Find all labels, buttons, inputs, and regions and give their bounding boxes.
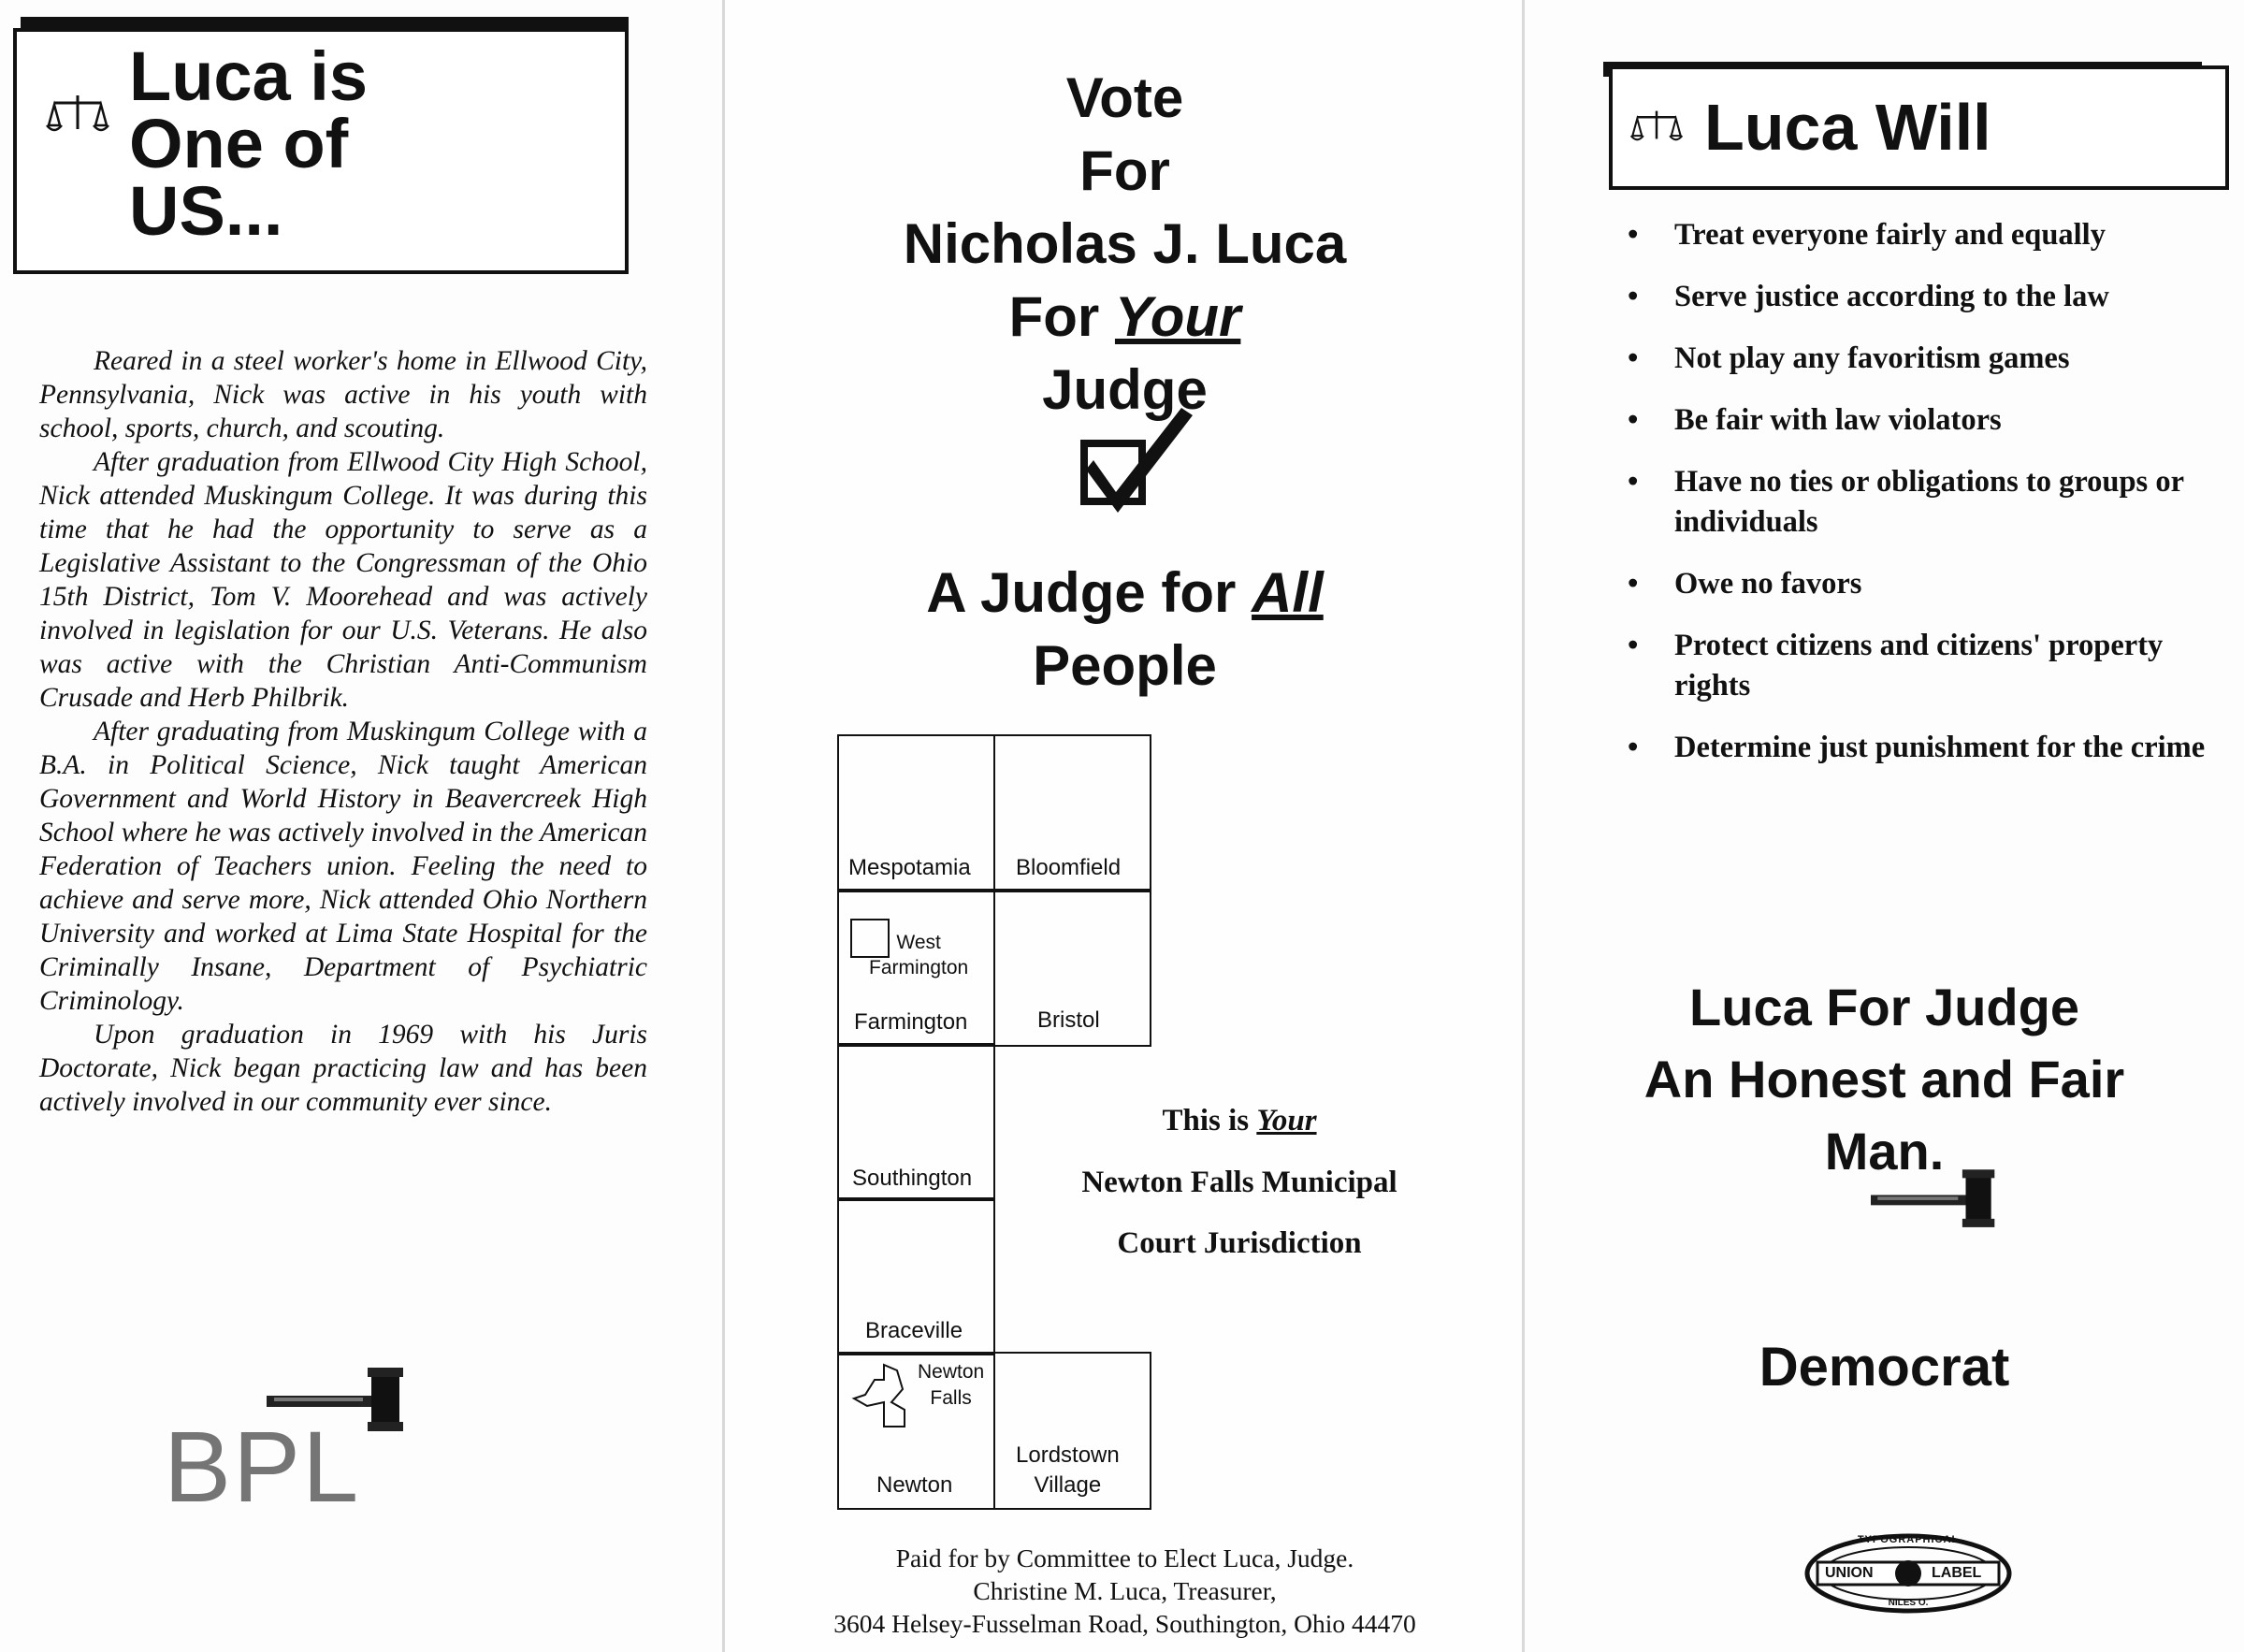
title-line: US... bbox=[129, 172, 283, 250]
section-title: Luca Will bbox=[1704, 91, 1991, 164]
headline-judge: Judge bbox=[1042, 358, 1208, 421]
jurisdiction-line-1 bbox=[1052, 1104, 1426, 1138]
middle-panel bbox=[725, 0, 1525, 1652]
for-emphasis: Your bbox=[1114, 285, 1241, 348]
bio-paragraph: Reared in a steel worker's home in Ellwood City, Pennsylvania, Nick was active in his youth with school, sports, church, and scouting. bbox=[39, 346, 647, 443]
map-cell-mespotamia bbox=[837, 734, 995, 892]
map-cell-southington bbox=[837, 1043, 995, 1201]
map-cell-newton bbox=[837, 1352, 995, 1510]
map-cell-farmington bbox=[837, 889, 995, 1047]
for-prefix: For bbox=[1008, 285, 1115, 348]
map-label: Bristol bbox=[1037, 1007, 1100, 1033]
list-item: • Not play any favoritism games bbox=[1609, 339, 2244, 379]
paid-for-disclaimer bbox=[725, 1542, 1525, 1640]
list-item: • Protect citizens and citizens' property rights bbox=[1609, 626, 2244, 706]
judge-all-line2: People bbox=[1033, 634, 1217, 697]
page-title bbox=[129, 37, 368, 250]
title-line: One of bbox=[129, 105, 349, 182]
bio-paragraph: After graduation from Ellwood City High School, Nick attended Muskingum College. It was during this time that he had the opportunity to serve as a Legislative Assistant to the Congressman of the Ohio 15th District, Tom V. Moorehead and was actively involved in legislation for our U.S. Veterans. He also was active with the Christian Anti-Communism Crusade and Herb Philbrik. bbox=[39, 447, 647, 713]
map-label: Newton Falls bbox=[918, 1361, 985, 1409]
headline-for-your bbox=[725, 281, 1525, 354]
disclaimer-line: Paid for by Committee to Elect Luca, Judge. bbox=[895, 1543, 1354, 1572]
disclaimer-line: 3604 Helsey-Fusselman Road, Southington, Ohio 44470 bbox=[833, 1609, 1416, 1638]
headline-line: For bbox=[1079, 139, 1170, 202]
disclaimer-line: Christine M. Luca, Treasurer, bbox=[973, 1576, 1277, 1605]
map-label: Newton bbox=[876, 1472, 953, 1498]
union-label-left: UNION bbox=[1825, 1565, 1874, 1581]
party-label: Democrat bbox=[1759, 1337, 2010, 1398]
vote-headline bbox=[725, 62, 1525, 427]
slogan-line: Luca For Judge bbox=[1689, 978, 2079, 1036]
list-item: • Serve justice according to the law bbox=[1609, 277, 2244, 317]
map-label: Mespotamia bbox=[848, 855, 971, 880]
list-item: • Be fair with law violators bbox=[1609, 400, 2244, 441]
union-label-bottom: NILES O. bbox=[1888, 1598, 1929, 1608]
jurisdiction-emphasis: Your bbox=[1256, 1104, 1317, 1138]
map-cell-bristol bbox=[993, 889, 1151, 1047]
biography bbox=[39, 344, 647, 1119]
slogan bbox=[1525, 971, 2244, 1187]
title-line: Luca is bbox=[129, 37, 368, 115]
headline-line: Nicholas J. Luca bbox=[903, 212, 1347, 275]
judge-all-line bbox=[725, 557, 1525, 630]
judge-for-all-people bbox=[725, 557, 1525, 703]
gavel-icon bbox=[1871, 1169, 2006, 1229]
map-cell-lordstown bbox=[993, 1352, 1151, 1510]
map-label: West Farmington bbox=[869, 932, 969, 978]
pledge-list bbox=[1609, 215, 2244, 790]
slogan-line: Man. bbox=[1824, 1122, 1945, 1181]
map-label: Lordstown Village bbox=[1016, 1442, 1120, 1498]
jurisdiction-prefix: This is bbox=[1162, 1104, 1257, 1138]
headline-line: Vote bbox=[1065, 66, 1184, 129]
list-item: • Determine just punishment for the crime bbox=[1609, 728, 2244, 768]
jurisdiction-line-3: Court Jurisdiction bbox=[1117, 1226, 1362, 1260]
map-label: Farmington bbox=[854, 1009, 968, 1035]
judge-all-emphasis: All bbox=[1252, 561, 1324, 624]
union-label-top: TYPOGRAPHICAL bbox=[1857, 1534, 1960, 1545]
scales-icon bbox=[45, 88, 110, 153]
list-item: • Owe no favors bbox=[1609, 564, 2244, 604]
slogan-line: An Honest and Fair bbox=[1643, 1050, 2125, 1109]
list-item: • Treat everyone fairly and equally bbox=[1609, 215, 2244, 255]
map-cell-braceville bbox=[837, 1197, 995, 1355]
bpl-watermark: BPL bbox=[164, 1410, 361, 1523]
checkbox-check-icon bbox=[1080, 402, 1202, 524]
map-cell-bloomfield bbox=[993, 734, 1151, 892]
jurisdiction-line-2: Newton Falls Municipal bbox=[1081, 1166, 1397, 1199]
right-panel bbox=[1525, 0, 2244, 1652]
map-label: Braceville bbox=[865, 1318, 963, 1343]
luca-one-of-us-title-box bbox=[13, 28, 629, 274]
left-panel bbox=[0, 0, 725, 1652]
scales-icon bbox=[1629, 105, 1684, 159]
map-label: Bloomfield bbox=[1016, 855, 1122, 880]
union-label-right: LABEL bbox=[1932, 1565, 1982, 1581]
bio-paragraph: After graduating from Muskingum College with a B.A. in Political Science, Nick taught American Government and World History in Beavercreek High School where he was actively involved in the American Federation of Teachers union. Feeling the need to achieve and serve more, Nick attended Ohio Northern University and worked at Lima State Hospital for the Criminally Insane, Department of Psychiatric Criminology. bbox=[39, 717, 647, 1016]
map-label: Southington bbox=[852, 1166, 973, 1191]
luca-will-title-box bbox=[1609, 65, 2229, 190]
union-label-logo bbox=[1801, 1525, 2016, 1618]
list-item: • Have no ties or obligations to groups or individuals bbox=[1609, 462, 2244, 543]
bio-paragraph: Upon graduation in 1969 with his Juris Doctorate, Nick began practicing law and has been actively involved in our community ever since. bbox=[39, 1020, 647, 1117]
judge-all-prefix: A Judge for bbox=[926, 561, 1252, 624]
